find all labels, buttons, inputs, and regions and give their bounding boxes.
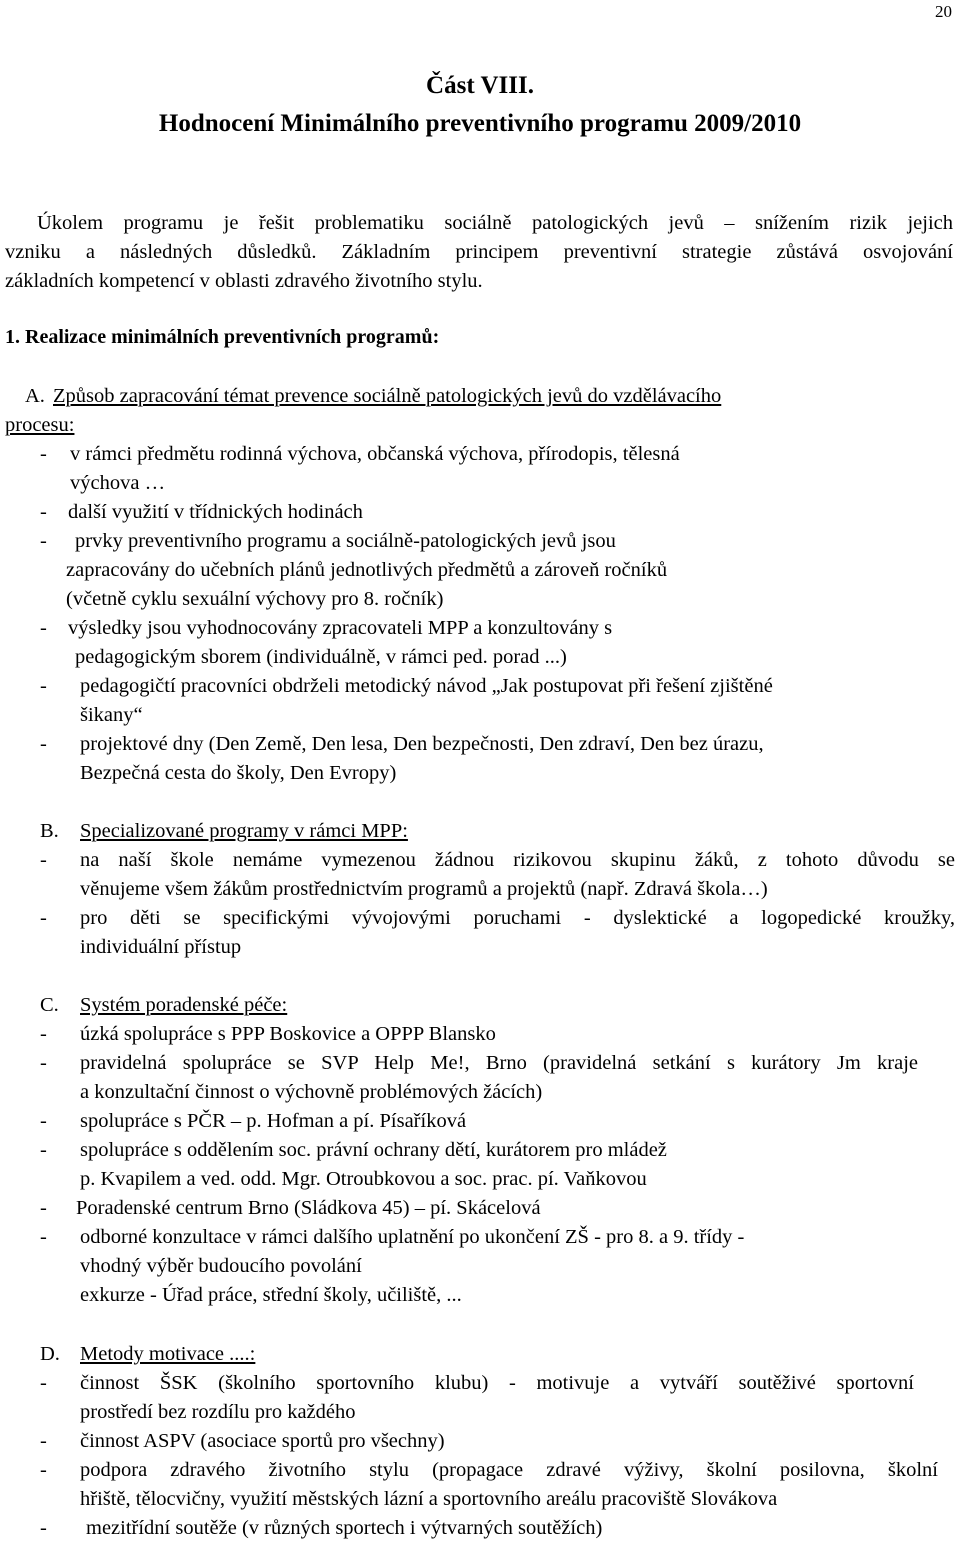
list-item: pravidelná spolupráce se SVP Help Me!, Brno (pravidelná setkání s kurátory Jm kraje [80, 1052, 918, 1074]
list-item: podpora zdravého životního stylu (propagace zdravé výživy, školní posilovna, školní [80, 1459, 938, 1481]
list-item-cont: prostředí bez rozdílu pro každého [80, 1401, 356, 1423]
list-dash: - [40, 1226, 47, 1248]
section-a-letter: A. [25, 385, 45, 407]
section-d-title: Metody motivace ....: [80, 1343, 256, 1365]
list-item: spolupráce s PČR – p. Hofman a pí. Písaříková [80, 1110, 467, 1132]
section-a-title: Způsob zapracování témat prevence sociálně patologických jevů do vzdělávacího [53, 385, 722, 407]
list-dash: - [40, 443, 47, 465]
list-dash: - [40, 907, 47, 929]
section-heading: 1. Realizace minimálních preventivních programů: [5, 326, 440, 348]
list-dash: - [40, 733, 47, 755]
list-dash: - [40, 1197, 47, 1219]
list-item: činnost ASPV (asociace sportů pro všechny) [80, 1430, 445, 1452]
section-c-title: Systém poradenské péče: [80, 994, 288, 1016]
list-item: prvky preventivního programu a sociálně-patologických jevů jsou [75, 530, 616, 552]
intro-line-3: základních kompetencí v oblasti zdravého životního stylu. [5, 270, 483, 292]
intro-line-1: Úkolem programu je řešit problematiku sociálně patologických jevů – snížením rizik jejich [37, 212, 953, 234]
list-item: Poradenské centrum Brno (Sládkova 45) – pí. Skácelová [76, 1197, 541, 1219]
list-item: úzká spolupráce s PPP Boskovice a OPPP Blansko [80, 1023, 496, 1045]
list-dash: - [40, 1052, 47, 1074]
list-item-cont: vhodný výběr budoucího povolání [80, 1255, 362, 1277]
list-dash: - [40, 530, 47, 552]
section-b-title: Specializované programy v rámci MPP: [80, 820, 408, 842]
list-item-cont: šikany“ [80, 704, 143, 726]
list-item-cont: a konzultační činnost o výchovně problémových žácích) [80, 1081, 543, 1103]
list-item-cont: věnujeme všem žákům prostřednictvím programů a projektů (např. Zdravá škola…) [80, 878, 768, 900]
list-dash: - [40, 675, 47, 697]
list-dash: - [40, 617, 47, 639]
part-subtitle: Hodnocení Minimálního preventivního programu 2009/2010 [158, 110, 802, 137]
list-item-cont: zapracovány do učebních plánů jednotlivých předmětů a zároveň ročníků [66, 559, 668, 581]
list-dash: - [40, 1023, 47, 1045]
list-item: spolupráce s oddělením soc. právní ochrany dětí, kurátorem pro mládež [80, 1139, 667, 1161]
section-a-title-cont: procesu: [5, 414, 75, 436]
list-item: další využití v třídnických hodinách [68, 501, 363, 523]
list-item-cont: (včetně cyklu sexuální výchovy pro 8. ročník) [66, 588, 444, 610]
list-item: mezitřídní soutěže (v různých sportech i výtvarných soutěžích) [86, 1517, 603, 1539]
list-item-cont: exkurze - Úřad práce, střední školy, učiliště, ... [80, 1284, 462, 1306]
list-item-cont: pedagogickým sborem (individuálně, v rámci ped. porad ...) [75, 646, 567, 668]
list-item-cont: hřiště, tělocvičny, využití městských lázní a sportovního areálu pracoviště Slovákova [80, 1488, 778, 1510]
list-item: činnost ŠSK (školního sportovního klubu) - motivuje a vytváří soutěživé sportovní [80, 1372, 914, 1394]
list-item-cont: Bezpečná cesta do školy, Den Evropy) [80, 762, 397, 784]
section-c-letter: C. [40, 994, 59, 1016]
list-item: na naší škole nemáme vymezenou žádnou rizikovou skupinu žáků, z tohoto důvodu se [80, 849, 955, 871]
list-item-cont: individuální přístup [80, 936, 242, 958]
list-item: odborné konzultace v rámci dalšího uplatnění po ukončení ZŠ - pro 8. a 9. třídy - [80, 1226, 745, 1248]
intro-line-2: vzniku a následných důsledků. Základním principem preventivní strategie zůstává osvojování [5, 241, 953, 263]
part-title: Část VIII. [426, 72, 534, 99]
list-dash: - [40, 1430, 47, 1452]
list-item: pro děti se specifickými vývojovými poruchami - dyslektické a logopedické kroužky, [80, 907, 955, 929]
list-dash: - [40, 1517, 47, 1539]
list-item: pedagogičtí pracovníci obdrželi metodický návod „Jak postupovat při řešení zjištěné [80, 675, 773, 697]
list-dash: - [40, 849, 47, 871]
list-item: v rámci předmětu rodinná výchova, občanská výchova, přírodopis, tělesná [70, 443, 680, 465]
list-dash: - [40, 1139, 47, 1161]
page-number: 20 [935, 2, 952, 21]
section-d-letter: D. [40, 1343, 60, 1365]
list-item-cont: výchova … [70, 472, 166, 494]
list-item: projektové dny (Den Země, Den lesa, Den bezpečnosti, Den zdraví, Den bez úrazu, [80, 733, 764, 755]
section-b-letter: B. [40, 820, 59, 842]
list-dash: - [40, 1110, 47, 1132]
list-item: výsledky jsou vyhodnocovány zpracovateli MPP a konzultovány s [68, 617, 613, 639]
list-dash: - [40, 1459, 47, 1481]
list-dash: - [40, 1372, 47, 1394]
list-item-cont: p. Kvapilem a ved. odd. Mgr. Otroubkovou a soc. prac. pí. Vaňkovou [80, 1168, 647, 1190]
list-dash: - [40, 501, 47, 523]
